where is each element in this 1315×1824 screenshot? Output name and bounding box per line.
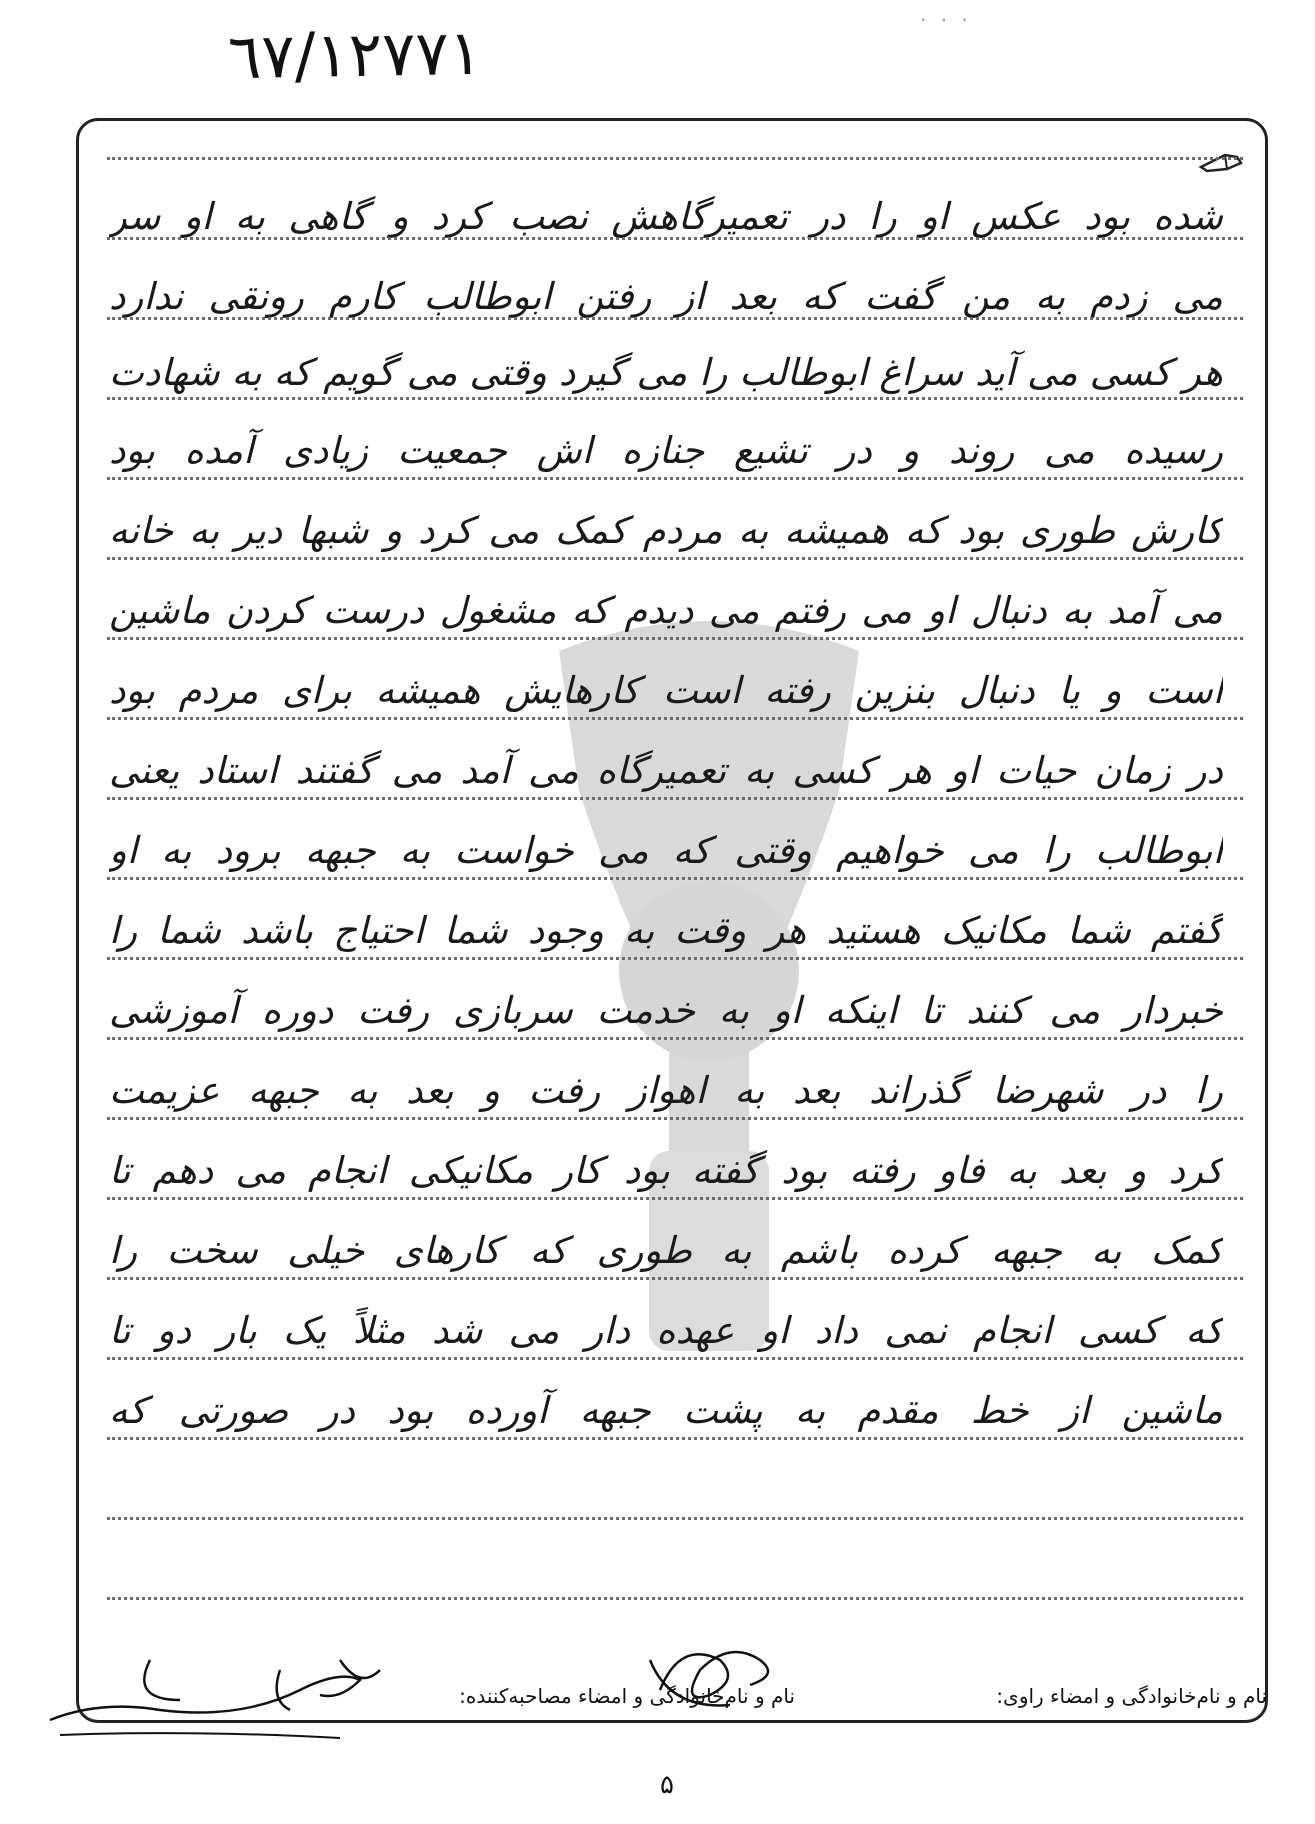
rule-line (107, 957, 1243, 960)
rule-line (107, 477, 1243, 480)
rule-line (107, 1437, 1243, 1440)
rule-line (107, 1357, 1243, 1360)
text-line: است و یا دنبال بنزین رفته است کارهایش همیشه برای مردم بود (109, 669, 1223, 712)
text-line: رسیده می روند و در تشیع جنازه اش جمعیت زیادی آمده بود (109, 429, 1223, 472)
rule-line (107, 397, 1243, 400)
text-line: شده بود عکس او را در تعمیرگاهش نصب کرد و گاهی به او سر (109, 195, 1223, 238)
rule-line (107, 157, 1243, 160)
text-line: خبردار می کنند تا اینکه او به خدمت سربازی رفت دوره آموزشی (109, 989, 1223, 1032)
rule-line (107, 237, 1243, 240)
text-line: می آمد به دنبال او می رفتم می دیدم که مشغول درست کردن ماشین (109, 589, 1223, 632)
lined-page-frame (76, 118, 1268, 1723)
rule-line (107, 1517, 1243, 1520)
text-line: که کسی انجام نمی داد او عهده دار می شد مثلاً یک بار دو تا (109, 1309, 1223, 1352)
rule-line (107, 1597, 1243, 1600)
text-line: کارش طوری بود که همیشه به مردم کمک می کرد و شبها دیر به خانه (109, 509, 1223, 552)
rule-line (107, 717, 1243, 720)
file-number: ٦٧/١٢٧٧١ (227, 15, 483, 94)
text-line: در زمان حیات او هر کسی به تعمیرگاه می آمد می گفتند استاد یعنی (109, 749, 1223, 792)
rule-line (107, 557, 1243, 560)
rule-line (107, 1117, 1243, 1120)
text-line: می زدم به من گفت که بعد از رفتن ابوطالب کارم رونقی ندارد (109, 275, 1223, 318)
interviewer-signature-label: نام و نام‌خانوادگی و امضاء مصاحبه‌کننده: (459, 1684, 795, 1708)
narrator-signature (40, 1640, 420, 1750)
text-line: هر کسی می آید سراغ ابوطالب را می گیرد وقتی می گویم که به شهادت (109, 351, 1223, 394)
rule-line (107, 317, 1243, 320)
rule-line (107, 1037, 1243, 1040)
text-line: ابوطالب را می خواهیم وقتی که می خواست به جبهه برود به او (109, 829, 1223, 872)
scan-speckle: · · · (920, 8, 972, 32)
narrator-signature-label: نام و نام‌خانوادگی و امضاء راوی: (996, 1684, 1267, 1708)
rule-line (107, 1197, 1243, 1200)
text-line: کمک به جبهه کرده باشم به طوری که کارهای خیلی سخت را (109, 1229, 1223, 1272)
rule-line (107, 1277, 1243, 1280)
page-number: ۵ (660, 1770, 674, 1800)
rule-line (107, 637, 1243, 640)
text-line: کرد و بعد به فاو رفته بود گفته بود کار مکانیکی انجام می دهم تا (109, 1149, 1223, 1192)
pen-icon (1197, 147, 1245, 177)
text-line: را در شهرضا گذراند بعد به اهواز رفت و بعد به جبهه عزیمت (109, 1069, 1223, 1112)
text-line: ماشین از خط مقدم به پشت جبهه آورده بود در صورتی که (109, 1389, 1223, 1432)
rule-line (107, 877, 1243, 880)
interviewer-signature (640, 1620, 820, 1720)
rule-line (107, 797, 1243, 800)
text-line: گفتم شما مکانیک هستید هر وقت به وجود شما احتیاج باشد شما را (109, 909, 1223, 952)
